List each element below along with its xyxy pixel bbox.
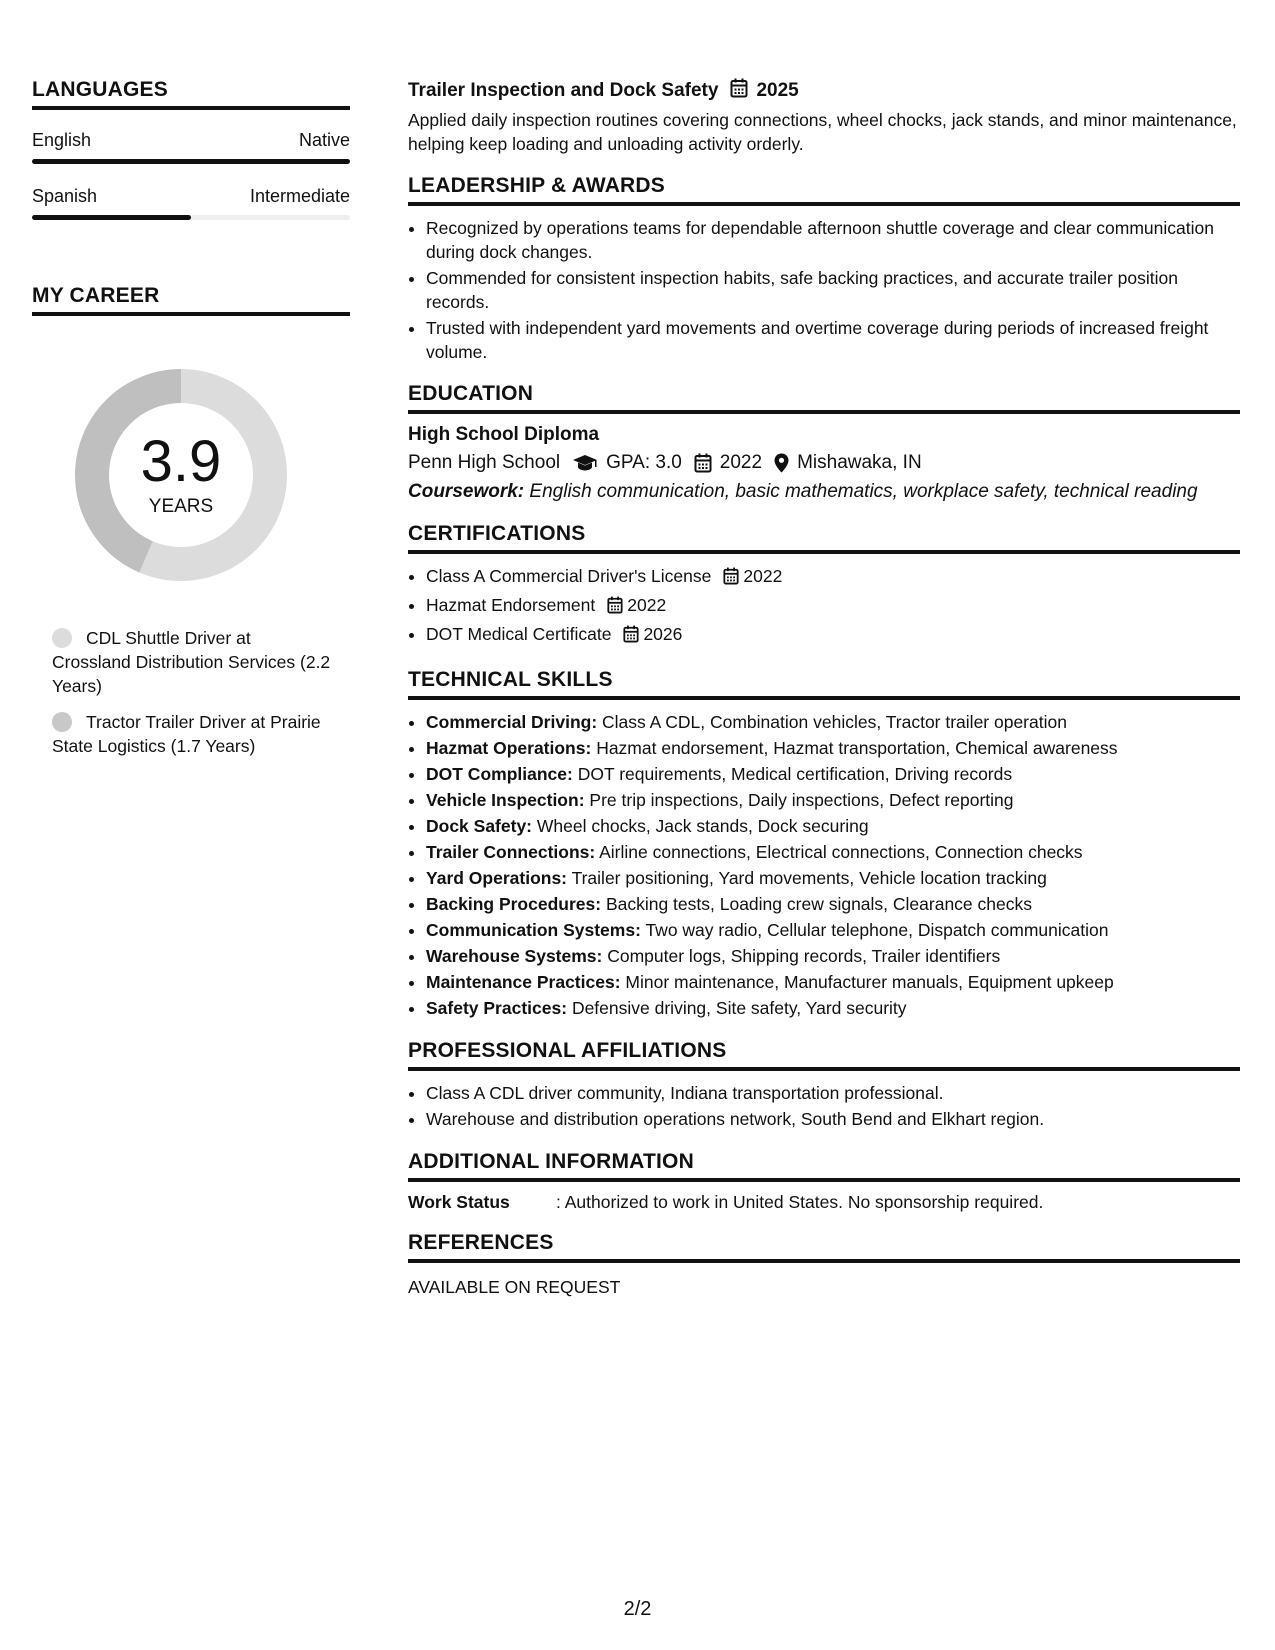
education-details: [408, 452, 1240, 474]
project-description: Applied daily inspection routines covering connections, wheel chocks, jack stands, and minor maintenance, helping keep loading and unloading activity orderly.: [408, 110, 1237, 154]
additional-section: [408, 1150, 1240, 1213]
work-status-row: [408, 1192, 1240, 1213]
affiliation-item: • Warehouse and distribution operations network, South Bend and Elkhart region.: [426, 1107, 1240, 1132]
skill-text: Trailer positioning, Yard movements, Vehicle location tracking: [571, 868, 1047, 888]
references-text: AVAILABLE ON REQUEST: [408, 1277, 621, 1297]
language-proficiency-fill: [32, 215, 191, 220]
location-pin-icon: [774, 453, 789, 473]
career-legend-item: [52, 626, 332, 698]
skill-text: Wheel chocks, Jack stands, Dock securing: [536, 816, 869, 836]
legend-label: CDL Shuttle Driver at Crossland Distribution Services (2.2 Years): [52, 628, 331, 696]
skill-label: Vehicle Inspection:: [426, 790, 585, 810]
skill-label: Communication Systems:: [426, 920, 641, 940]
leadership-title: LEADERSHIP & AWARDS: [408, 174, 1240, 206]
skills-title: TECHNICAL SKILLS: [408, 668, 1240, 700]
skill-text: DOT requirements, Medical certification, Driving records: [577, 764, 1013, 784]
certification-name: DOT Medical Certificate: [426, 624, 612, 644]
project-heading: [408, 78, 1240, 104]
page-number: 2/2: [623, 1598, 652, 1620]
skill-label: Commercial Driving:: [426, 712, 598, 732]
certifications-list: [408, 564, 1240, 650]
certification-item: [426, 622, 1240, 650]
certification-year: 2026: [643, 624, 683, 644]
certification-year: 2022: [627, 595, 667, 615]
career-total-unit: YEARS: [148, 496, 214, 517]
skills-section: [408, 668, 1240, 1021]
language-item: [32, 186, 350, 220]
project-title: Trailer Inspection and Dock Safety: [408, 80, 719, 101]
skill-label: DOT Compliance:: [426, 764, 573, 784]
graduation-cap-icon: [572, 454, 598, 472]
language-name: Spanish: [32, 186, 98, 206]
skill-text: Hazmat endorsement, Hazmat transportation, Chemical awareness: [596, 738, 1118, 758]
work-status-label: Work Status: [408, 1192, 510, 1212]
leadership-item: • Commended for consistent inspection habits, safe backing practices, and accurate trailer position records.: [426, 266, 1240, 314]
skill-item: [426, 736, 1240, 761]
certifications-section: [408, 522, 1240, 650]
skill-label: Warehouse Systems:: [426, 946, 603, 966]
skill-label: Hazmat Operations:: [426, 738, 592, 758]
degree-title: High School Diploma: [408, 424, 600, 445]
skill-item: [426, 892, 1240, 917]
skills-list: [408, 710, 1240, 1021]
skill-label: Backing Procedures:: [426, 894, 602, 914]
certification-name: Class A Commercial Driver's License: [426, 566, 712, 586]
affiliations-section: [408, 1039, 1240, 1132]
left-column: [32, 78, 350, 770]
language-level: Intermediate: [249, 186, 350, 206]
career-total-value: 3.9: [140, 429, 222, 494]
skill-item: [426, 840, 1240, 865]
skill-text: Class A CDL, Combination vehicles, Tractor trailer operation: [602, 712, 1067, 732]
education-title: EDUCATION: [408, 382, 1240, 414]
calendar-icon: [730, 78, 748, 104]
references-title: REFERENCES: [408, 1231, 1240, 1263]
additional-title: ADDITIONAL INFORMATION: [408, 1150, 1240, 1182]
leadership-section: [408, 174, 1240, 364]
affiliations-list: [408, 1081, 1240, 1132]
career-title: MY CAREER: [32, 284, 350, 316]
skill-label: Yard Operations:: [426, 868, 568, 888]
project-year: 2025: [756, 80, 799, 101]
career-legend-item: [52, 710, 332, 758]
certification-item: [426, 564, 1240, 592]
education-location: Mishawaka, IN: [797, 452, 922, 473]
certifications-title: CERTIFICATIONS: [408, 522, 1240, 554]
skill-text: Pre trip inspections, Daily inspections, Defect reporting: [589, 790, 1014, 810]
coursework-text: English communication, basic mathematics, workplace safety, technical reading: [529, 481, 1198, 502]
skill-item: [426, 814, 1240, 839]
work-status-value: : Authorized to work in United States. No sponsorship required.: [556, 1192, 1044, 1212]
skill-item: [426, 970, 1240, 995]
language-name: English: [32, 130, 92, 150]
calendar-icon: [723, 567, 739, 592]
coursework: [408, 480, 1240, 504]
skill-item: [426, 710, 1240, 735]
legend-dot: [52, 628, 72, 648]
skill-label: Trailer Connections:: [426, 842, 596, 862]
leadership-list: [408, 216, 1240, 364]
coursework-label: Coursework:: [408, 481, 525, 502]
skill-label: Dock Safety:: [426, 816, 533, 836]
language-proficiency-fill: [32, 159, 350, 164]
skill-item: [426, 788, 1240, 813]
certification-name: Hazmat Endorsement: [426, 595, 596, 615]
certification-item: [426, 593, 1240, 621]
skill-item: [426, 866, 1240, 891]
career-donut: [66, 360, 296, 590]
skill-text: Two way radio, Cellular telephone, Dispatch communication: [645, 920, 1109, 940]
skill-label: Safety Practices:: [426, 998, 568, 1018]
skill-item: [426, 996, 1240, 1021]
skill-text: Computer logs, Shipping records, Trailer identifiers: [607, 946, 1001, 966]
certification-year: 2022: [743, 566, 783, 586]
calendar-icon: [694, 453, 712, 473]
languages-title: LANGUAGES: [32, 78, 350, 110]
legend-dot: [52, 712, 72, 732]
legend-label: Tractor Trailer Driver at Prairie State Logistics (1.7 Years): [52, 712, 321, 756]
skill-item: [426, 918, 1240, 943]
calendar-icon: [623, 625, 639, 650]
gpa: GPA: 3.0: [606, 452, 682, 473]
calendar-icon: [607, 596, 623, 621]
skill-text: Airline connections, Electrical connections, Connection checks: [599, 842, 1083, 862]
education-section: [408, 382, 1240, 504]
right-column: [408, 78, 1240, 1298]
affiliations-title: PROFESSIONAL AFFILIATIONS: [408, 1039, 1240, 1071]
education-year: 2022: [719, 452, 763, 473]
skill-text: Backing tests, Loading crew signals, Clearance checks: [605, 894, 1032, 914]
skill-label: Maintenance Practices:: [426, 972, 621, 992]
references-section: [408, 1231, 1240, 1298]
language-item: [32, 130, 350, 164]
language-proficiency-bar: [32, 159, 350, 164]
skill-text: Defensive driving, Site safety, Yard security: [571, 998, 907, 1018]
leadership-item: • Recognized by operations teams for dependable afternoon shuttle coverage and clear communication during dock changes.: [426, 216, 1240, 264]
leadership-item: • Trusted with independent yard movements and overtime coverage during periods of increased freight volume.: [426, 316, 1240, 364]
language-proficiency-bar: [32, 215, 350, 220]
career-legend: [52, 626, 332, 758]
languages-list: [32, 130, 350, 220]
language-level: Native: [298, 130, 350, 150]
skill-item: [426, 944, 1240, 969]
school-name: Penn High School: [408, 452, 561, 473]
affiliation-item: • Class A CDL driver community, Indiana transportation professional.: [426, 1081, 1240, 1106]
skill-item: [426, 762, 1240, 787]
skill-text: Minor maintenance, Manufacturer manuals, Equipment upkeep: [625, 972, 1114, 992]
